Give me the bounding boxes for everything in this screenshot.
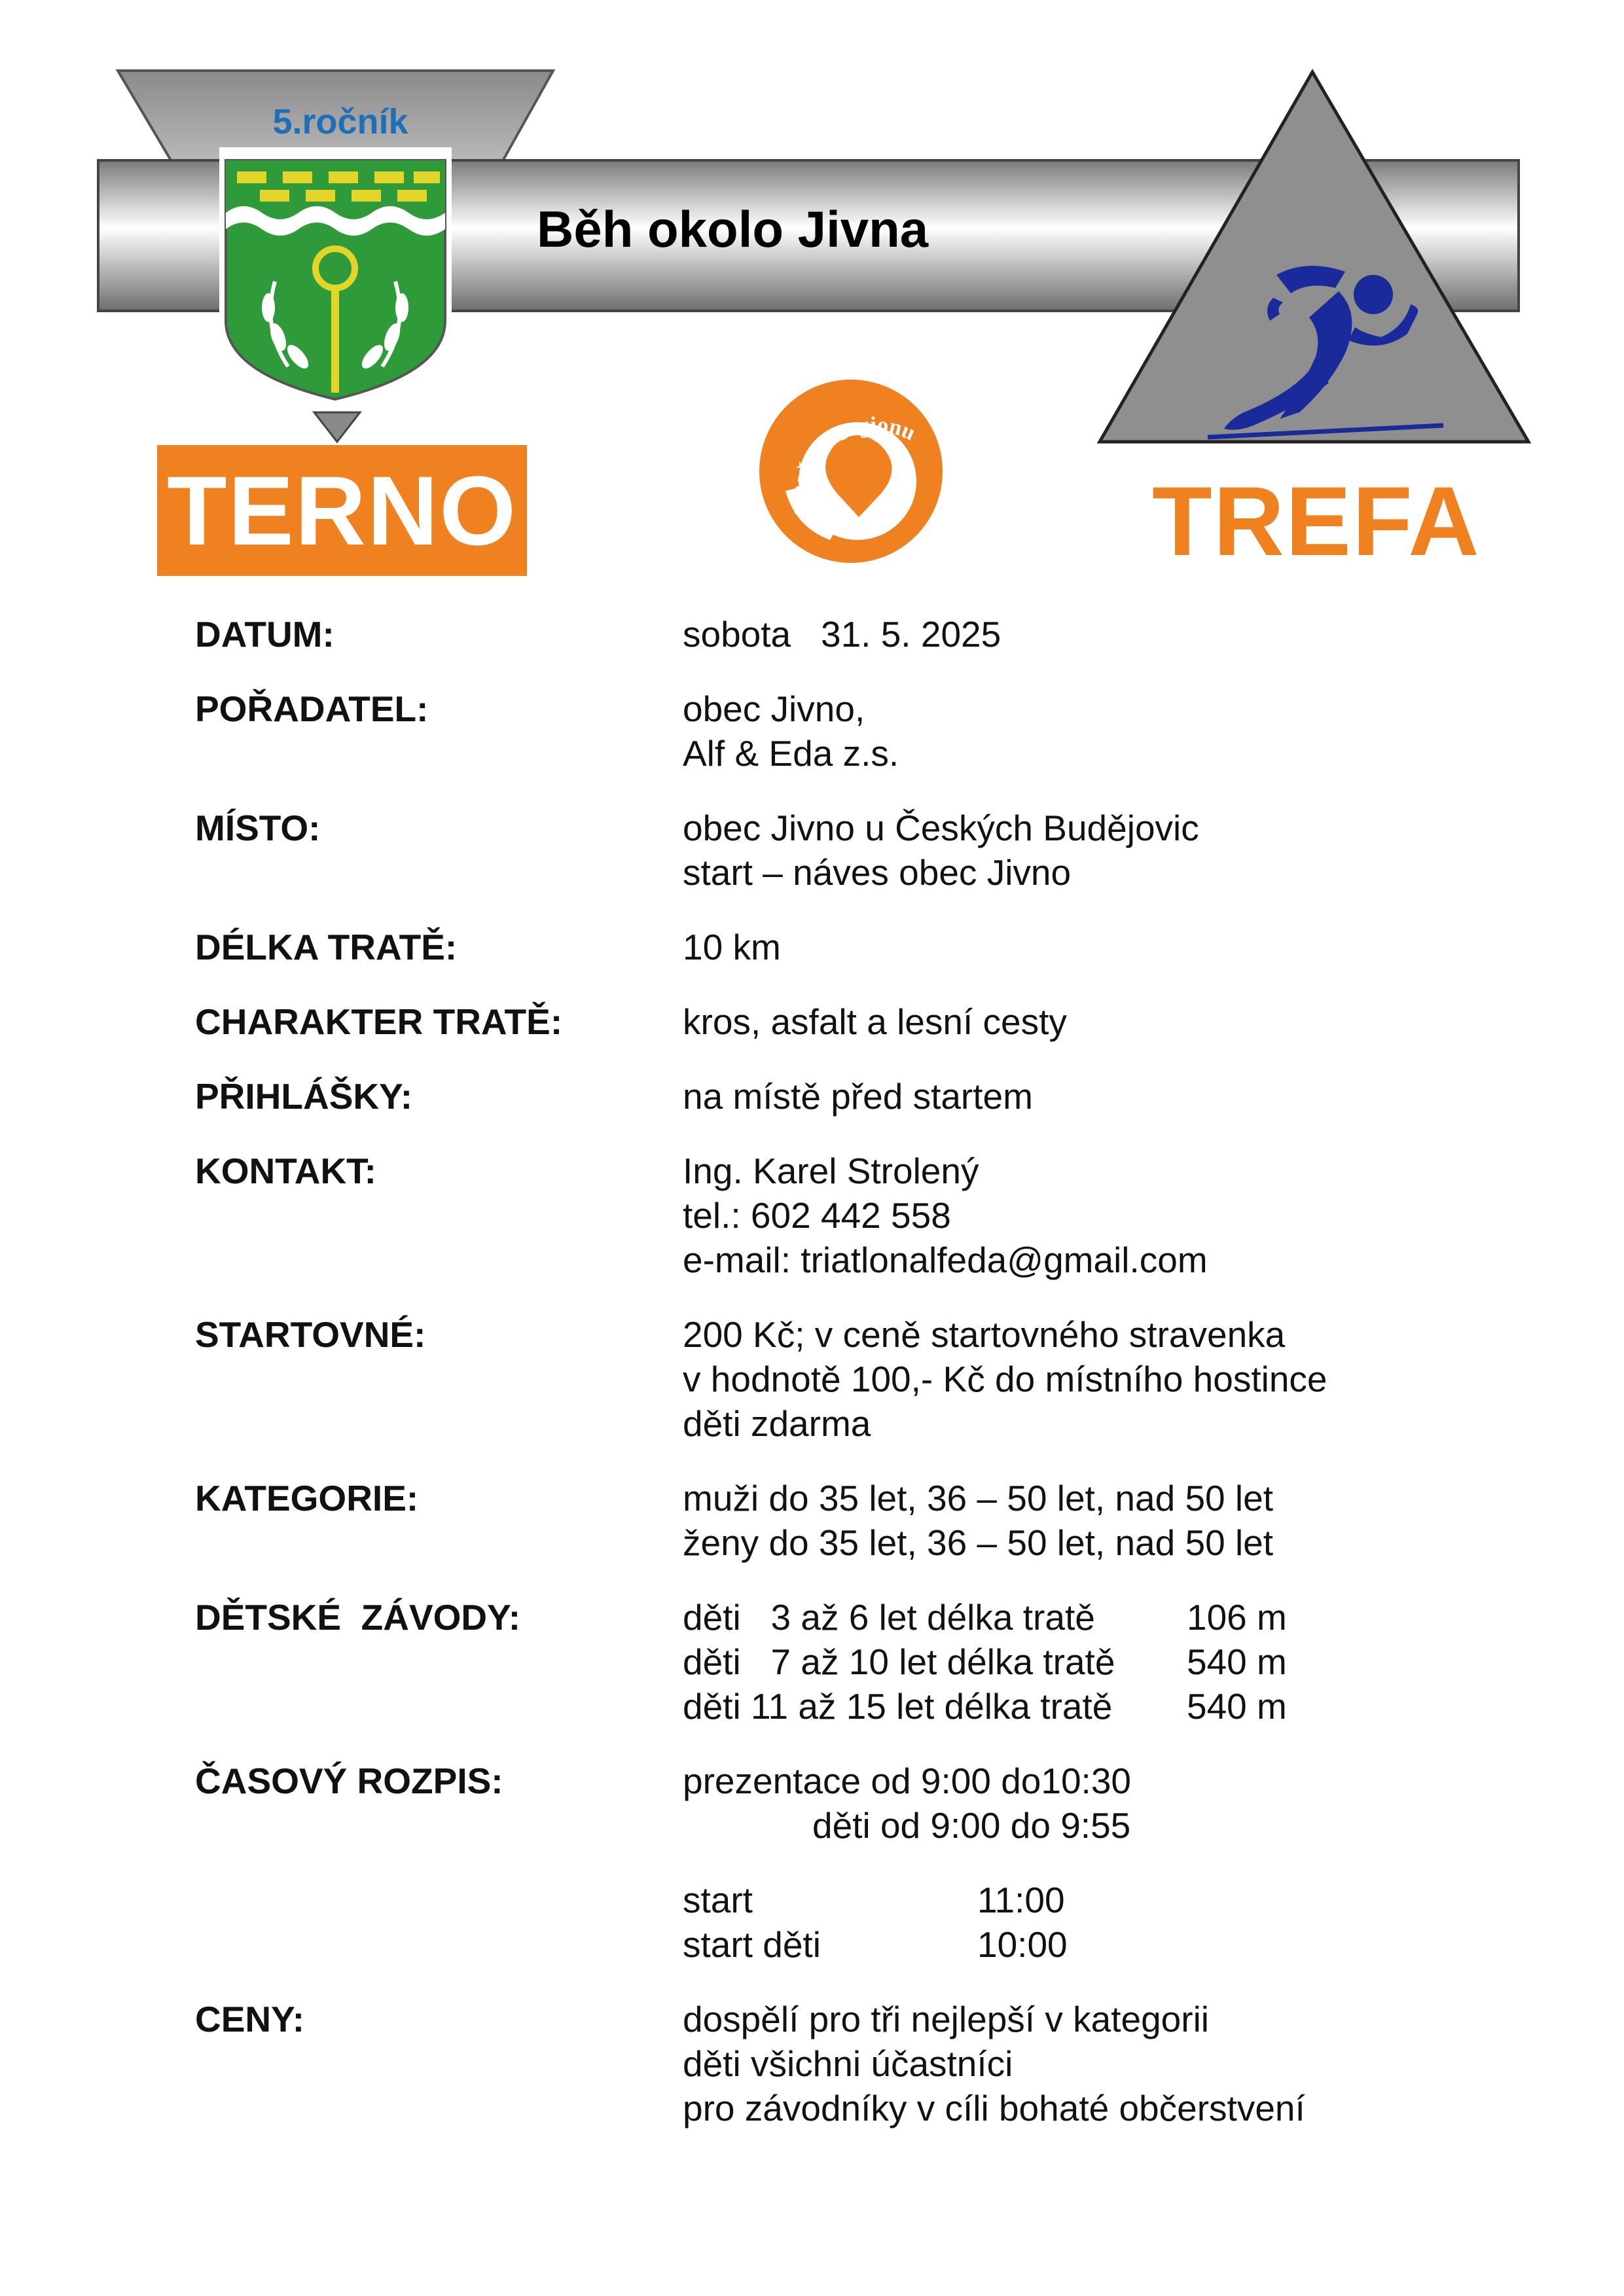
kids-race xyxy=(683,1684,1471,1729)
crest-pointer xyxy=(314,412,360,442)
fee-row xyxy=(195,1312,1471,1446)
schedule-start-label: start xyxy=(683,1880,753,1920)
prizes-line: pro závodníky v cíli bohaté občerstvení xyxy=(683,2088,1305,2128)
contact-email: e-mail: triatlonalfeda@gmail.com xyxy=(683,1240,1208,1280)
kids-race-text: děti 11 až 15 let délka tratě xyxy=(683,1686,1113,1727)
kids-race-text: děti 7 až 10 let délka tratě xyxy=(683,1641,1115,1682)
kids-row xyxy=(195,1595,1471,1729)
organizer-line: obec Jivno, xyxy=(683,689,865,729)
categories-line: muži do 35 let, 36 – 50 let, nad 50 let xyxy=(683,1478,1273,1518)
contact-label: KONTAKT: xyxy=(195,1151,376,1191)
date-row xyxy=(195,612,1471,656)
character-row xyxy=(195,999,1471,1044)
regional-logo-text xyxy=(753,376,949,573)
categories-line: ženy do 35 let, 36 – 50 let, nad 50 let xyxy=(683,1522,1274,1563)
registration-row xyxy=(195,1074,1471,1119)
organizer-row xyxy=(195,687,1471,776)
kids-label: DĚTSKÉ ZÁVODY: xyxy=(195,1597,521,1638)
kids-race-text: děti 3 až 6 let délka tratě xyxy=(683,1597,1095,1638)
length-label: DÉLKA TRATĚ: xyxy=(195,927,458,967)
date-label: DATUM: xyxy=(195,614,334,655)
kids-race-distance: 540 m xyxy=(1187,1686,1287,1727)
length-row xyxy=(195,925,1471,969)
prizes-line: děti všichni účastníci xyxy=(683,2043,1013,2084)
organizer-line: Alf & Eda z.s. xyxy=(683,733,899,774)
svg-text:z našeho regionu xyxy=(785,413,919,515)
schedule-label: ČASOVÝ ROZPIS: xyxy=(195,1761,503,1801)
terno-logo-text: TERNO xyxy=(167,455,517,565)
place-label: MÍSTO: xyxy=(195,808,321,848)
place-row xyxy=(195,806,1471,895)
prizes-label: CENY: xyxy=(195,1999,305,2039)
contact-phone: tel.: 602 442 558 xyxy=(683,1195,951,1236)
fee-label: STARTOVNÉ: xyxy=(195,1314,426,1355)
event-title: Běh okolo Jivna xyxy=(537,200,929,258)
contact-row xyxy=(195,1149,1471,1282)
registration-value: na místě před startem xyxy=(683,1076,1033,1117)
fee-line: 200 Kč; v ceně startovného stravenka xyxy=(683,1314,1286,1355)
date-value: sobota 31. 5. 2025 xyxy=(683,614,1001,655)
schedule-start xyxy=(683,1922,1471,1967)
jivno-coat-of-arms xyxy=(219,147,452,406)
schedule-row xyxy=(195,1759,1471,1967)
schedule-start-label: start děti xyxy=(683,1924,821,1965)
length-value: 10 km xyxy=(683,927,781,967)
schedule-registration: prezentace od 9:00 do10:30 xyxy=(683,1761,1132,1801)
categories-row xyxy=(195,1476,1471,1565)
place-line: start – náves obec Jivno xyxy=(683,852,1072,893)
categories-label: KATEGORIE: xyxy=(195,1478,419,1518)
event-info xyxy=(195,612,1471,2130)
schedule-start-time: 11:00 xyxy=(977,1880,1065,1920)
character-label: CHARAKTER TRATĚ: xyxy=(195,1001,563,1042)
schedule-start xyxy=(683,1878,1471,1922)
kids-race-distance: 540 m xyxy=(1187,1641,1287,1682)
fee-line: v hodnotě 100,- Kč do místního hostince xyxy=(683,1359,1327,1399)
kids-race-distance: 106 m xyxy=(1187,1597,1287,1638)
character-value: kros, asfalt a lesní cesty xyxy=(683,1001,1067,1042)
contact-name: Ing. Karel Strolený xyxy=(683,1151,979,1191)
terno-logo xyxy=(157,445,527,576)
kids-race xyxy=(683,1595,1471,1640)
prizes-line: dospělí pro tři nejlepší v kategorii xyxy=(683,1999,1210,2039)
schedule-kids-registration: děti od 9:00 do 9:55 xyxy=(812,1805,1131,1846)
place-line: obec Jivno u Českých Budějovic xyxy=(683,808,1199,848)
kids-race xyxy=(683,1640,1471,1684)
regional-logo-slogan: z našeho regionu xyxy=(785,412,919,516)
edition-label: 5.ročník xyxy=(272,102,408,141)
organizer-label: POŘADATEL: xyxy=(195,689,429,729)
schedule-start-time: 10:00 xyxy=(977,1924,1068,1965)
fee-line: děti zdarma xyxy=(683,1403,871,1444)
trefa-logo: TREFA xyxy=(1152,466,1481,576)
registration-label: PŘIHLÁŠKY: xyxy=(195,1076,413,1117)
prizes-row xyxy=(195,1997,1471,2130)
